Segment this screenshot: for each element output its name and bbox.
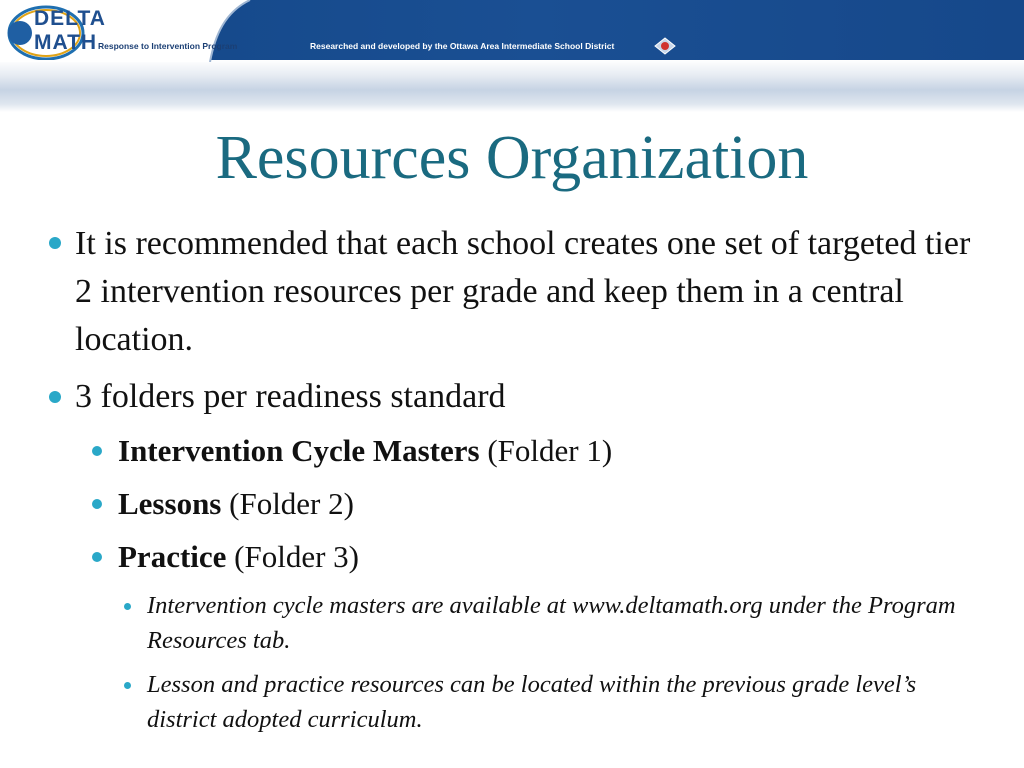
folder-1-name: Intervention Cycle Masters — [118, 433, 480, 468]
sub-bullet-icon — [92, 499, 102, 509]
note-bullet-icon — [124, 682, 131, 689]
note-lesson-resources: Lesson and practice resources can be located within the previous grade level’s district adopted curriculum. — [147, 671, 917, 733]
slide-title: Resources Organization — [215, 124, 809, 192]
logo-math-text: MATH — [34, 31, 98, 54]
bullet-recommendation: It is recommended that each school creates one set of targeted tier 2 intervention resources per grade and keep them in a central location. — [75, 225, 971, 358]
header-curve-shape — [0, 0, 1024, 62]
folder-3-label: (Folder 3) — [226, 539, 360, 574]
bullet-icon — [49, 237, 61, 249]
sub-bullet-icon — [92, 446, 102, 456]
folder-2-label: (Folder 2) — [221, 486, 354, 521]
folder-3-name: Practice — [118, 539, 227, 574]
bullet-icon — [49, 391, 61, 403]
oaisd-logo-icon — [653, 36, 677, 56]
sub-bullet-folder-3 — [118, 536, 998, 578]
folder-1-label: (Folder 1) — [479, 433, 613, 468]
folder-2-name: Lessons — [118, 486, 222, 521]
note-masters-availability: Intervention cycle masters are available at www.deltamath.org under the Program Resources tab. — [147, 592, 956, 654]
sub-bullet-folder-2 — [118, 483, 998, 525]
researched-by-text: Researched and developed by the Ottawa Area Intermediate School District — [310, 41, 615, 51]
note-bullet-icon — [124, 603, 131, 610]
sub-bullet-folder-1 — [118, 430, 998, 472]
bullet-folders: 3 folders per readiness standard — [75, 378, 506, 415]
deltamath-logo — [6, 4, 106, 60]
sub-bullet-icon — [92, 552, 102, 562]
logo-delta-text: DELTA — [34, 7, 106, 30]
program-name: Response to Intervention Program — [98, 41, 238, 51]
